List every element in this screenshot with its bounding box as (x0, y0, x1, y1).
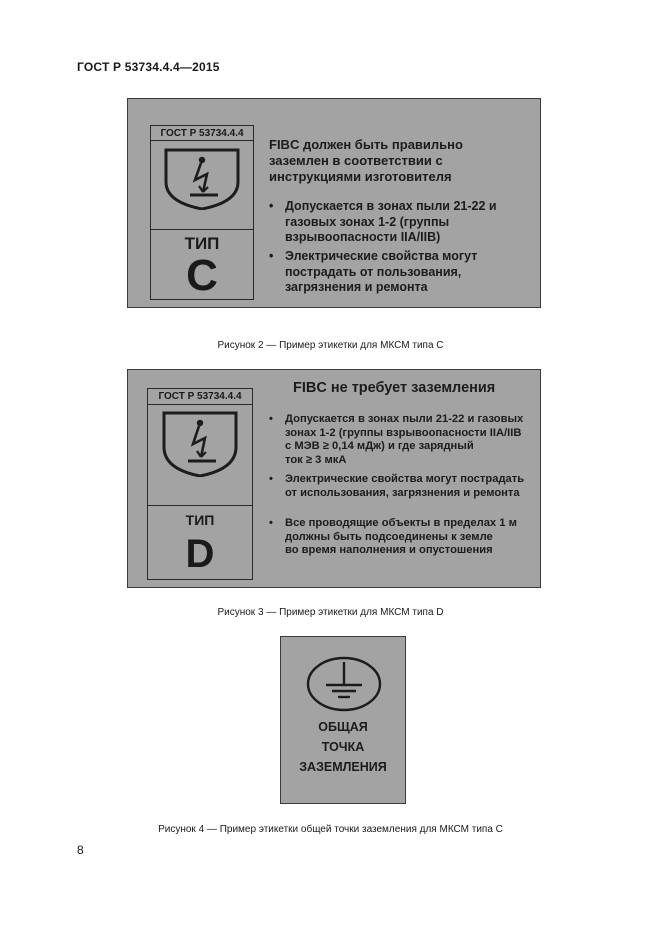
bullet-dot-icon: • (269, 413, 273, 425)
label-type-c (127, 98, 541, 308)
type-label: ТИП (184, 234, 220, 253)
figure-caption: Рисунок 2 — Пример этикетки для МКСМ типа С (217, 340, 444, 351)
bullet-dot-icon: • (269, 199, 274, 213)
bullet-item (269, 249, 477, 296)
shield-lightning-icon (162, 148, 242, 210)
bullet-text: Допускается в зонах пыли 21-22 и газовых зонах 1-2 (группы взрывоопасности IIA/IIB) (285, 199, 497, 244)
bullet-dot-icon: • (269, 249, 274, 263)
bullet-item (269, 517, 517, 558)
figure-caption: Рисунок 4 — Пример этикетки общей точки заземления для МКСМ типа С (158, 824, 503, 835)
panel-divider (148, 505, 252, 506)
label-title: FIBC не требует заземления (293, 380, 496, 396)
figure-caption: Рисунок 3 — Пример этикетки для МКСМ типа D (217, 607, 444, 618)
bullet-item (269, 199, 497, 246)
bullet-text: Допускается в зонах пыли 21-22 и газовых зонах 1-2 (группы взрывоопасности IIA/IIB с МЭВ ≥ 0,14 мДж) и где зарядный ток ≥ 3 мкА (285, 413, 524, 466)
type-panel (150, 125, 254, 300)
bullet-dot-icon: • (269, 473, 273, 485)
document-header: ГОСТ Р 53734.4.4—2015 (77, 60, 220, 74)
panel-divider (151, 229, 253, 230)
ground-symbol-icon (304, 654, 384, 714)
bullet-text: Все проводящие объекты в пределах 1 м должны быть подсоединены к земле во время наполнения и опустошения (285, 517, 517, 557)
label-type-d (127, 369, 541, 588)
type-label: ТИП (185, 512, 215, 528)
type-letter: С (186, 251, 218, 300)
grounding-point-text: ОБЩАЯ ТОЧКА ЗАЗЕМЛЕНИЯ (299, 720, 387, 774)
page-number: 8 (77, 843, 84, 857)
bullet-item (269, 473, 524, 500)
label-grounding-point (280, 636, 406, 804)
type-panel (147, 388, 253, 580)
standard-id: ГОСТ Р 53734.4.4 (151, 126, 253, 141)
label-title: FIBC должен быть правильно заземлен в соответствии с инструкциями изготовителя (269, 137, 463, 184)
standard-id: ГОСТ Р 53734.4.4 (148, 389, 252, 405)
bullet-text: Электрические свойства могут пострадать от использования, загрязнения и ремонта (285, 473, 525, 499)
bullet-item (269, 413, 523, 467)
bullet-text: Электрические свойства могут пострадать от пользования, загрязнения и ремонта (285, 249, 478, 294)
shield-lightning-icon (160, 411, 240, 477)
bullet-dot-icon: • (269, 517, 273, 529)
type-letter: D (185, 532, 215, 576)
